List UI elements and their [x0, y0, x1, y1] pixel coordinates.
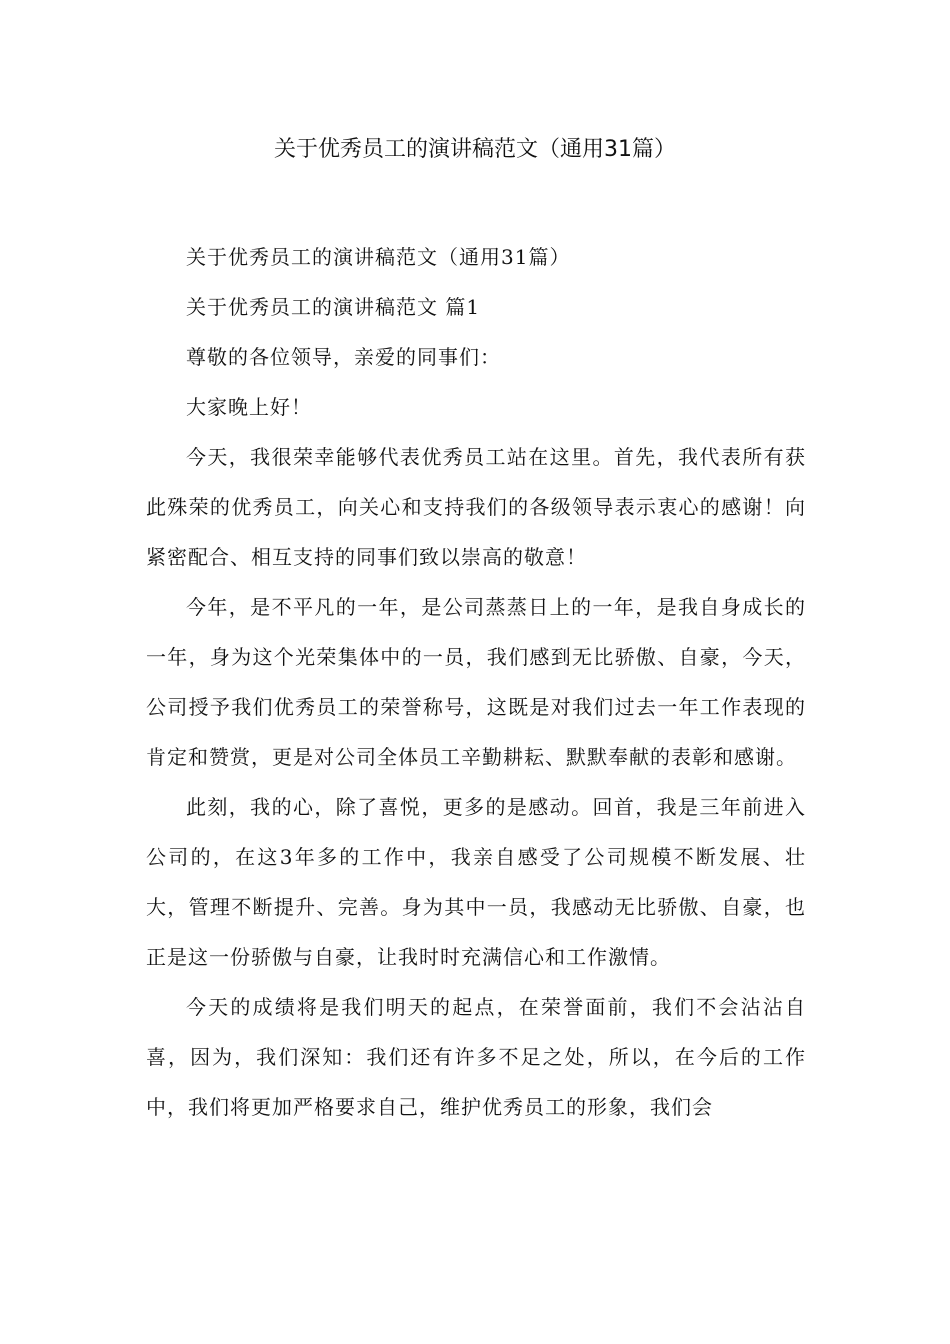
paragraph-salutation: 尊敬的各位领导，亲爱的同事们： [186, 345, 501, 369]
paragraph-section-heading: 关于优秀员工的演讲稿范文 篇1 [186, 295, 481, 319]
paragraph-body: 今年，是不平凡的一年，是公司蒸蒸日上的一年，是我自身成长的一年，身为这个光荣集体中的一员，我们感到无比骄傲、自豪，今天，公司授予我们优秀员工的荣誉称号，这既是对我们过去一年工作表现的肯定和赞赏，更是对公司全体员工辛勤耕耘、默默奉献的表彰和感谢。 [146, 595, 806, 769]
document-title: 关于优秀员工的演讲稿范文（通用31篇） [274, 137, 676, 162]
paragraph-body: 今天的成绩将是我们明天的起点，在荣誉面前，我们不会沾沾自喜，因为，我们深知：我们还有许多不足之处，所以，在今后的工作中，我们将更加严格要求自己，维护优秀员工的形象，我们会 [146, 995, 806, 1119]
paragraph-body: 今天，我很荣幸能够代表优秀员工站在这里。首先，我代表所有获此殊荣的优秀员工，向关心和支持我们的各级领导表示衷心的感谢！向紧密配合、相互支持的同事们致以崇高的敬意！ [146, 445, 806, 569]
paragraph-subtitle: 关于优秀员工的演讲稿范文（通用31篇） [186, 245, 571, 269]
document-body [146, 232, 806, 1132]
paragraph-body: 此刻，我的心，除了喜悦，更多的是感动。回首，我是三年前进入公司的，在这3年多的工作中，我亲自感受了公司规模不断发展、壮大，管理不断提升、完善。身为其中一员，我感动无比骄傲、自豪，也正是这一份骄傲与自豪，让我时时充满信心和工作激情。 [146, 795, 806, 969]
paragraph-greeting: 大家晚上好！ [186, 395, 312, 419]
